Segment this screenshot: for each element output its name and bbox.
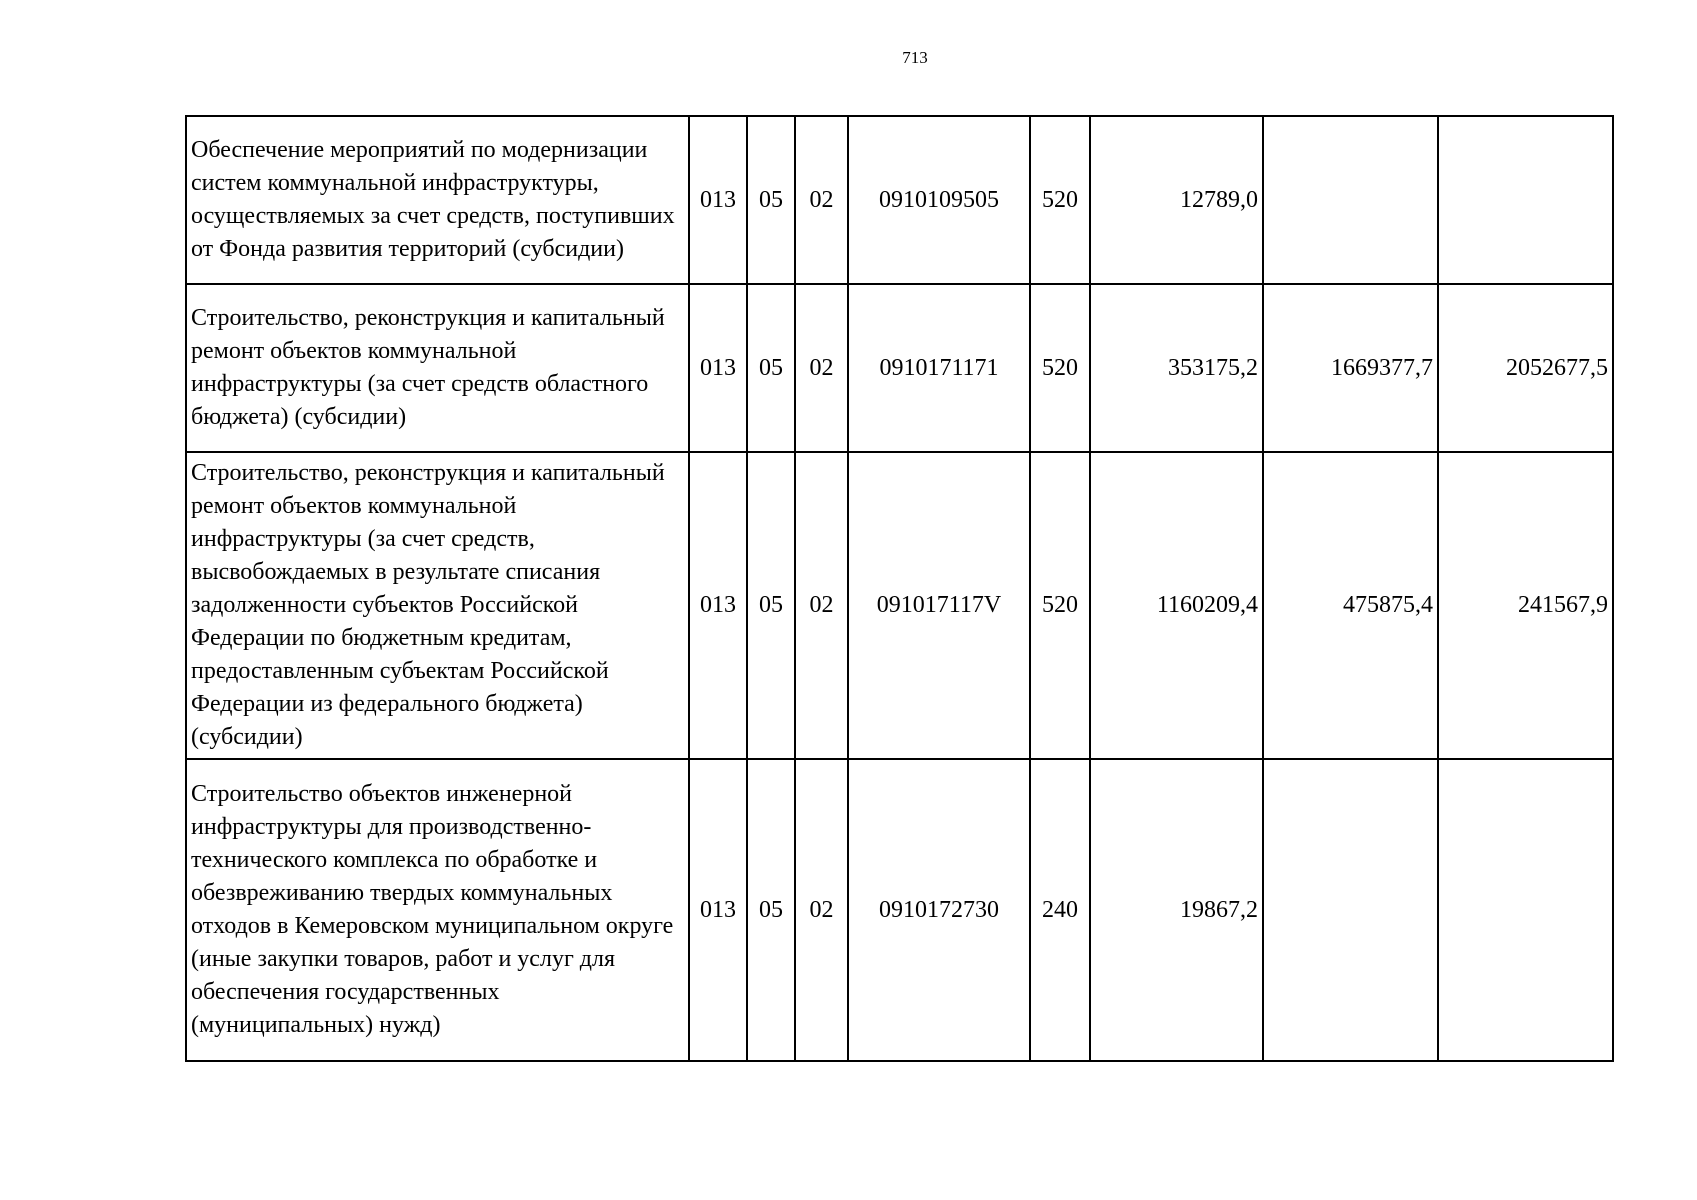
subsection-code: 02 bbox=[795, 452, 848, 759]
amount-3 bbox=[1438, 759, 1613, 1061]
amount-1: 1160209,4 bbox=[1090, 452, 1263, 759]
amount-1: 12789,0 bbox=[1090, 116, 1263, 284]
row-description: Строительство, реконструкция и капитальный ремонт объектов коммунальной инфраструктуры (за счет средств областного бюджета) (субсидии) bbox=[186, 284, 689, 452]
expense-type-code: 520 bbox=[1030, 284, 1090, 452]
page-number: 713 bbox=[902, 48, 928, 67]
target-article-code: 0910172730 bbox=[848, 759, 1030, 1061]
section-code: 05 bbox=[747, 116, 795, 284]
target-article-code: 0910171171 bbox=[848, 284, 1030, 452]
ministry-code: 013 bbox=[689, 452, 747, 759]
target-article-code: 0910109505 bbox=[848, 116, 1030, 284]
amount-2 bbox=[1263, 759, 1438, 1061]
row-description: Обеспечение мероприятий по модернизации систем коммунальной инфраструктуры, осуществляемых за счет средств, поступивших от Фонда развития территорий (субсидии) bbox=[186, 116, 689, 284]
row-description: Строительство, реконструкция и капитальный ремонт объектов коммунальной инфраструктуры (за счет средств, высвобождаемых в результате списания задолженности субъектов Российской Федерации по бюджетным кредитам, предоставленным субъектам Российской Федерации из федерального бюджета) (субсидии) bbox=[186, 452, 689, 759]
expense-type-code: 520 bbox=[1030, 452, 1090, 759]
amount-3: 2052677,5 bbox=[1438, 284, 1613, 452]
section-code: 05 bbox=[747, 452, 795, 759]
subsection-code: 02 bbox=[795, 284, 848, 452]
row-description: Строительство объектов инженерной инфраструктуры для производственно-технического комплекса по обработке и обезвреживанию твердых коммунальных отходов в Кемеровском муниципальном округе (иные закупки товаров, работ и услуг для обеспечения государственных (муниципальных) нужд) bbox=[186, 759, 689, 1061]
amount-1: 19867,2 bbox=[1090, 759, 1263, 1061]
amount-2 bbox=[1263, 116, 1438, 284]
amount-1: 353175,2 bbox=[1090, 284, 1263, 452]
subsection-code: 02 bbox=[795, 116, 848, 284]
ministry-code: 013 bbox=[689, 759, 747, 1061]
amount-2: 1669377,7 bbox=[1263, 284, 1438, 452]
amount-2: 475875,4 bbox=[1263, 452, 1438, 759]
section-code: 05 bbox=[747, 284, 795, 452]
expense-type-code: 520 bbox=[1030, 116, 1090, 284]
section-code: 05 bbox=[747, 759, 795, 1061]
ministry-code: 013 bbox=[689, 284, 747, 452]
table-row bbox=[186, 284, 1613, 452]
table-row bbox=[186, 452, 1613, 759]
amount-3: 241567,9 bbox=[1438, 452, 1613, 759]
target-article-code: 091017117V bbox=[848, 452, 1030, 759]
expense-type-code: 240 bbox=[1030, 759, 1090, 1061]
table-row bbox=[186, 116, 1613, 284]
budget-table bbox=[185, 115, 1614, 1062]
amount-3 bbox=[1438, 116, 1613, 284]
subsection-code: 02 bbox=[795, 759, 848, 1061]
ministry-code: 013 bbox=[689, 116, 747, 284]
table-row bbox=[186, 759, 1613, 1061]
